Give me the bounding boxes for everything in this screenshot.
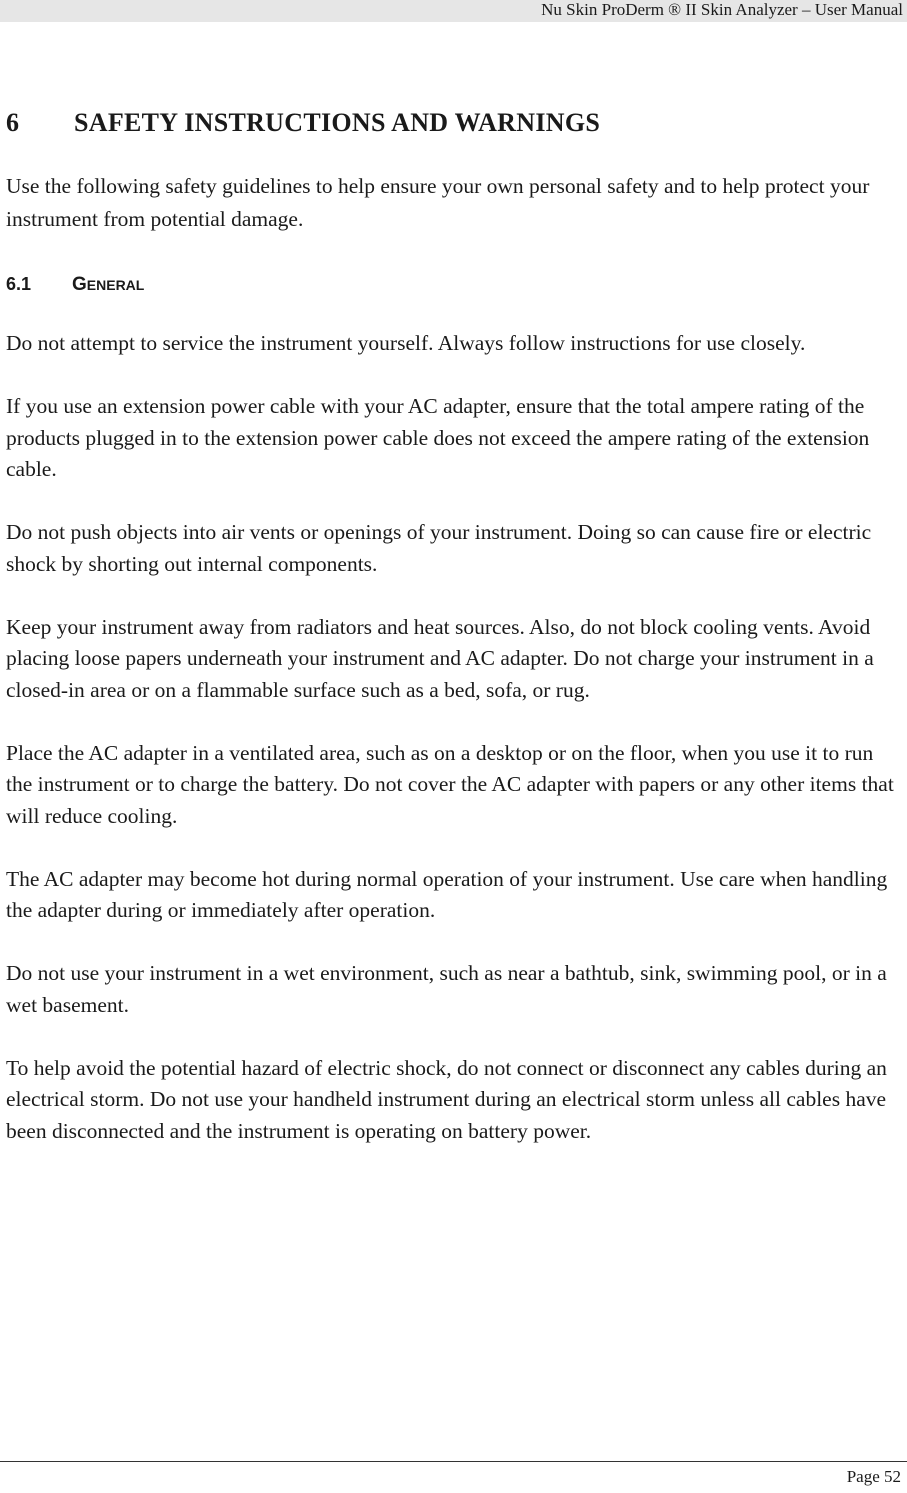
paragraph-ventilated-area: Place the AC adapter in a ventilated area, such as on a desktop or on the floor, when you use it to run the instrument or to charge the battery. Do not cover the AC adapter with papers or any other items that will reduce cooling.	[6, 740, 894, 828]
section-title: SAFETY INSTRUCTIONS AND WARNINGS	[74, 108, 601, 137]
section-heading	[6, 108, 600, 138]
paragraph-service: Do not attempt to service the instrument yourself. Always follow instructions for use closely.	[6, 331, 806, 355]
section-number: 6	[6, 108, 20, 137]
subsection-title-rest: ENERAL	[86, 277, 145, 293]
page-number: Page 52	[846, 1467, 901, 1486]
paragraph-air-vents: Do not push objects into air vents or openings of your instrument. Doing so can cause fire or electric shock by shorting out internal components.	[6, 520, 872, 576]
subsection-title-initial: G	[72, 274, 87, 295]
running-header	[0, 0, 907, 22]
running-header-title: Nu Skin ProDerm ® II Skin Analyzer – User Manual	[541, 0, 903, 19]
paragraph-wet-environment: Do not use your instrument in a wet environment, such as near a bathtub, sink, swimming pool, or in a wet basement.	[6, 961, 887, 1017]
subsection-number: 6.1	[6, 274, 32, 294]
section-intro: Use the following safety guidelines to help ensure your own personal safety and to help protect your instrument from potential damage.	[6, 174, 870, 231]
paragraph-heat-sources: Keep your instrument away from radiators and heat sources. Also, do not block cooling vents. Avoid placing loose papers underneath your instrument and AC adapter. Do not charge your instrument in a closed-in area or on a flammable surface such as a bed, sofa, or rug.	[6, 614, 874, 702]
general-safety-body	[6, 328, 901, 1179]
paragraph-electrical-storm: To help avoid the potential hazard of electric shock, do not connect or disconnect any cables during an electrical storm. Do not use your handheld instrument during an electrical storm unless all cables have been disconnected and the instrument is operating on battery power.	[6, 1055, 887, 1143]
footer-divider	[0, 1461, 907, 1462]
paragraph-extension-cable: If you use an extension power cable with your AC adapter, ensure that the total ampere rating of the products plugged in to the extension power cable does not exceed the ampere rating of the extension cable.	[6, 394, 870, 481]
paragraph-adapter-hot: The AC adapter may become hot during normal operation of your instrument. Use care when handling the adapter during or immediately after operation.	[6, 866, 888, 922]
subsection-heading	[6, 274, 144, 296]
